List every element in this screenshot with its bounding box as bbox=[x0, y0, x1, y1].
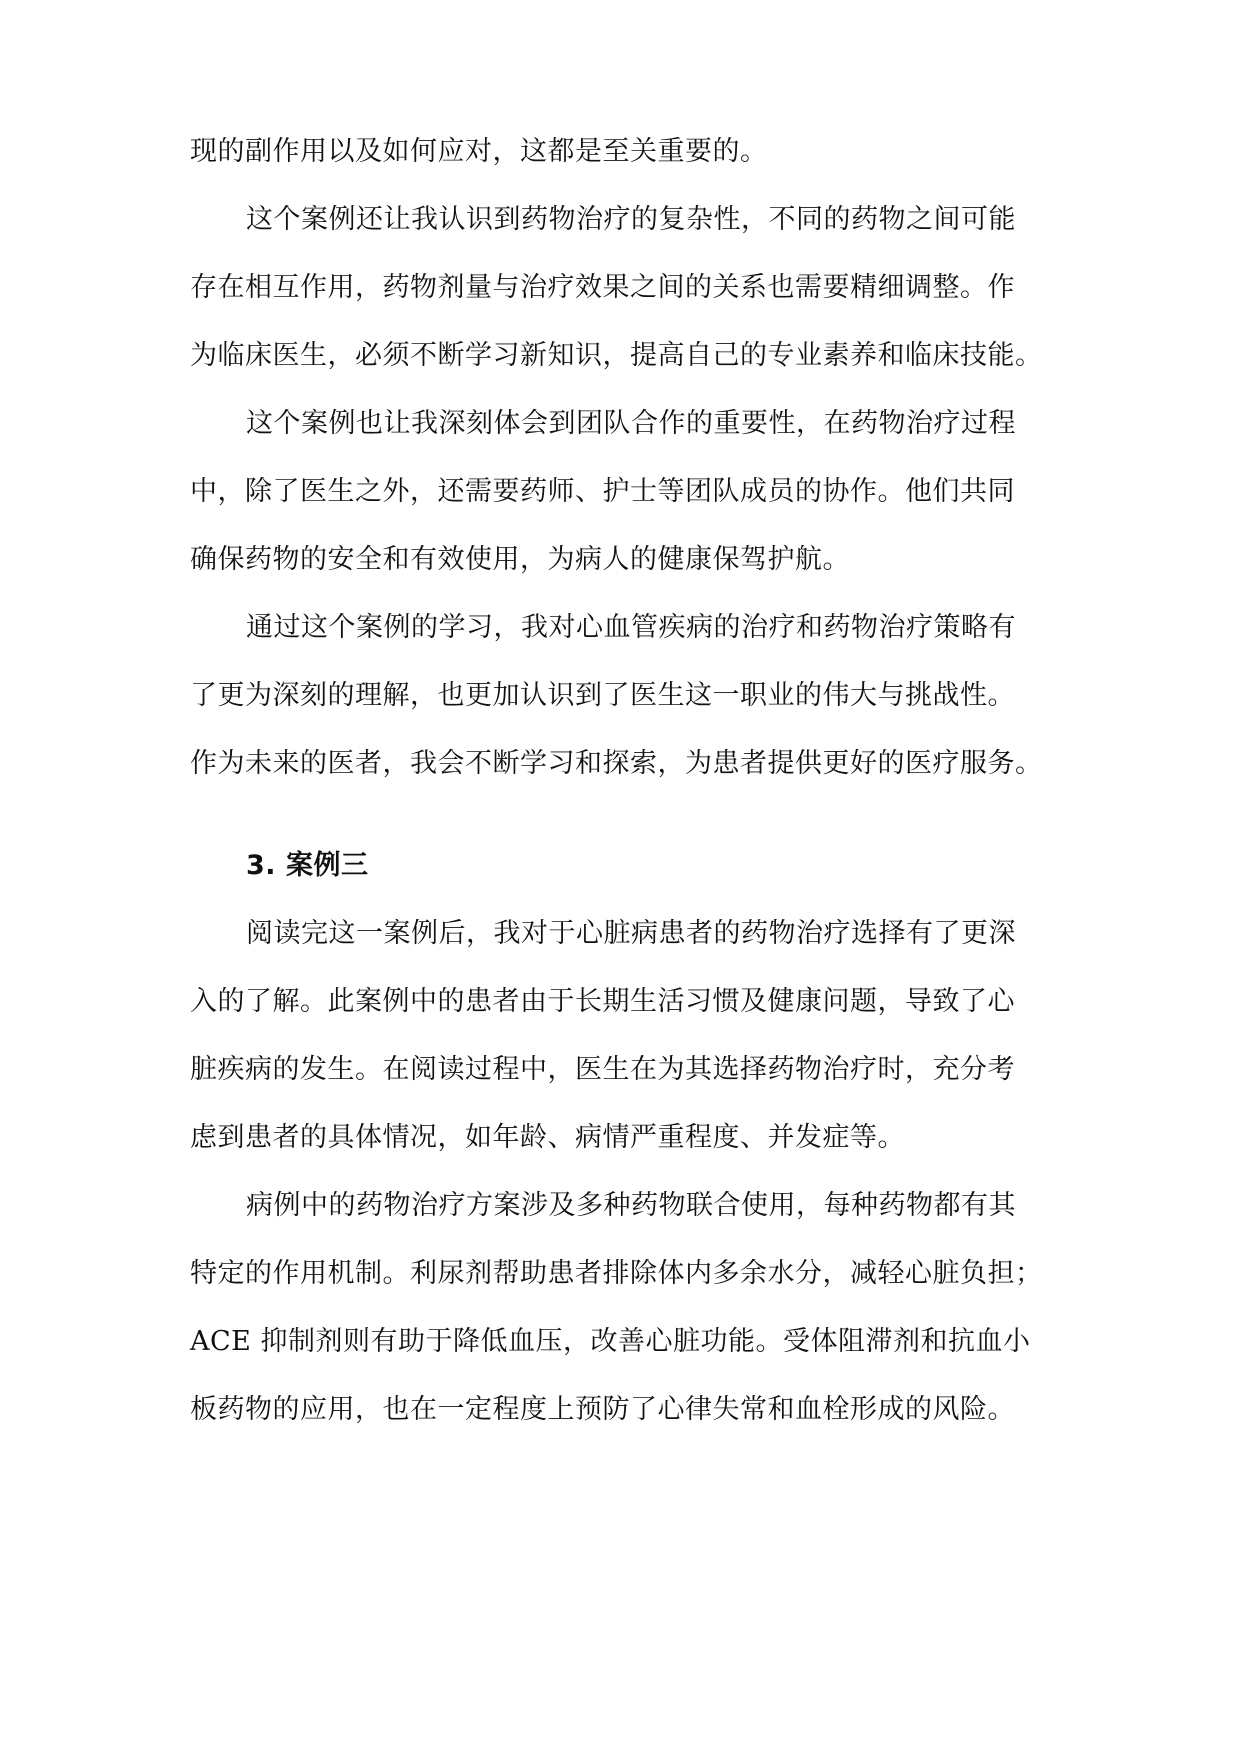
paragraph-line: 存在相互作用，药物剂量与治疗效果之间的关系也需要精细调整。作 bbox=[190, 272, 1015, 303]
paragraph-line: 通过这个案例的学习，我对心血管疾病的治疗和药物治疗策略有 bbox=[246, 612, 1016, 643]
paragraph-line: ACE 抑制剂则有助于降低血压，改善心脏功能。受体阻滞剂和抗血小 bbox=[190, 1326, 1031, 1357]
paragraph-line: 确保药物的安全和有效使用，为病人的健康保驾护航。 bbox=[190, 544, 850, 575]
paragraph-line: 了更为深刻的理解，也更加认识到了医生这一职业的伟大与挑战性。 bbox=[190, 680, 1015, 711]
paragraph-line: 阅读完这一案例后，我对于心脏病患者的药物治疗选择有了更深 bbox=[246, 918, 1016, 949]
paragraph-line: 虑到患者的具体情况，如年龄、病情严重程度、并发症等。 bbox=[190, 1122, 905, 1153]
paragraph-line: 这个案例也让我深刻体会到团队合作的重要性，在药物治疗过程 bbox=[246, 408, 1016, 439]
paragraph-line: 现的副作用以及如何应对，这都是至关重要的。 bbox=[190, 136, 768, 167]
paragraph-line: 这个案例还让我认识到药物治疗的复杂性，不同的药物之间可能 bbox=[246, 204, 1016, 235]
paragraph-line: 为临床医生，必须不断学习新知识，提高自己的专业素养和临床技能。 bbox=[190, 340, 1043, 371]
paragraph-line: 病例中的药物治疗方案涉及多种药物联合使用，每种药物都有其 bbox=[246, 1190, 1016, 1221]
section-heading: 3. 案例三 bbox=[246, 850, 369, 881]
paragraph-line: 中，除了医生之外，还需要药师、护士等团队成员的协作。他们共同 bbox=[190, 476, 1015, 507]
paragraph-line: 脏疾病的发生。在阅读过程中，医生在为其选择药物治疗时，充分考 bbox=[190, 1054, 1015, 1085]
paragraph-line: 板药物的应用，也在一定程度上预防了心律失常和血栓形成的风险。 bbox=[190, 1394, 1015, 1425]
paragraph-line: 入的了解。此案例中的患者由于长期生活习惯及健康问题，导致了心 bbox=[190, 986, 1015, 1017]
paragraph-line: 特定的作用机制。利尿剂帮助患者排除体内多余水分，减轻心脏负担； bbox=[190, 1258, 1043, 1289]
paragraph-line: 作为未来的医者，我会不断学习和探索，为患者提供更好的医疗服务。 bbox=[190, 748, 1043, 779]
